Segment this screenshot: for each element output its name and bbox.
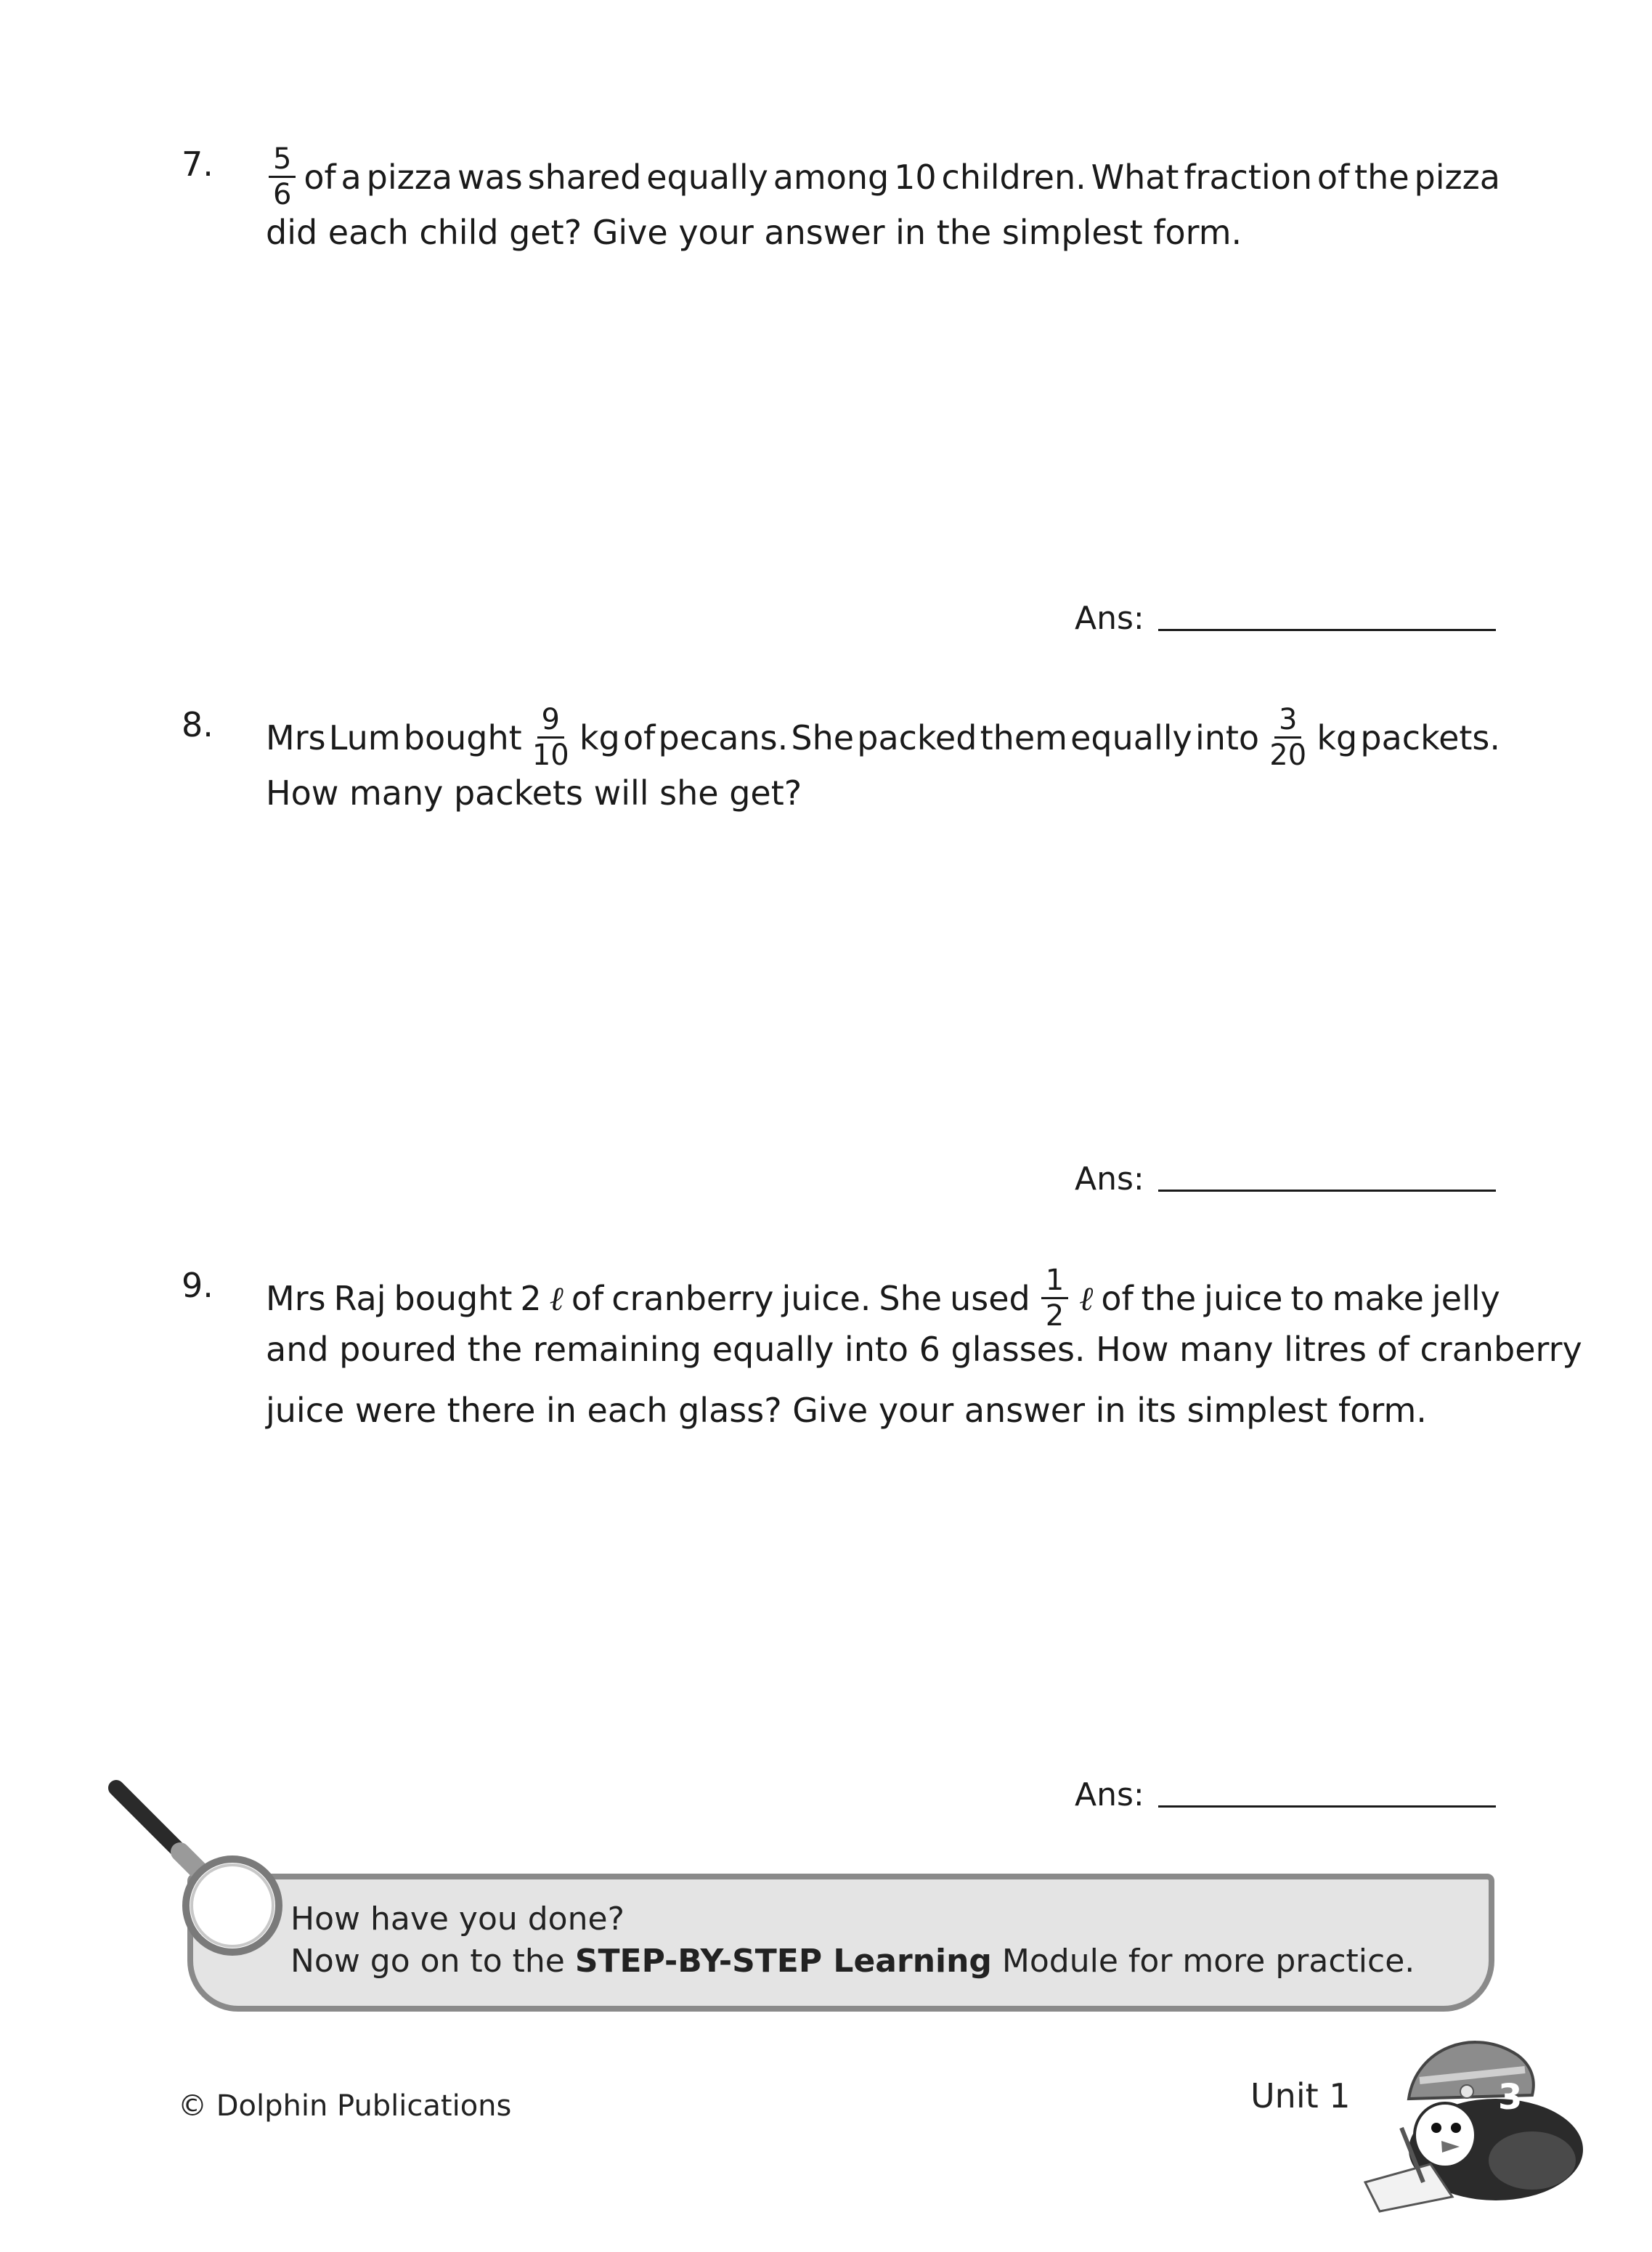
fraction: $\frac{9}{10}$ (532, 703, 569, 772)
question-text-line: $\frac{5}{6}$ of a pizza was shared equally among 10 children. What fraction of the pizza (266, 142, 1500, 211)
question-number: 8. (182, 705, 213, 744)
magnifying-glass-icon (107, 1778, 296, 1967)
question-text-line: Mrs Raj bought 2 ℓ of cranberry juice. She used $\frac{1}{2}$ ℓ of the juice to make jelly (266, 1264, 1500, 1333)
penguin-mascot-icon (1351, 2012, 1583, 2215)
banner-line-1: How have you done? (290, 1901, 624, 1938)
question-text-line: Mrs Lum bought $\frac{9}{10}$ kg of pecans. She packed them equally into $\frac{3}{20}$ kg packets. (266, 703, 1500, 772)
question-text-line: and poured the remaining equally into 6 glasses. How many litres of cranberry (266, 1330, 1582, 1369)
copyright: © Dolphin Publications (178, 2089, 512, 2123)
page-number: 3 (1498, 2077, 1523, 2118)
fraction: $\frac{5}{6}$ (269, 142, 296, 211)
answer-line[interactable] (1158, 1190, 1496, 1192)
fraction: $\frac{3}{20}$ (1269, 703, 1307, 772)
module-name: STEP-BY-STEP Learning (574, 1943, 992, 1980)
answer-label: Ans: (1075, 1776, 1144, 1813)
answer-label: Ans: (1075, 600, 1144, 637)
question-number: 7. (182, 145, 213, 184)
answer-line[interactable] (1158, 1805, 1496, 1808)
litre-symbol: ℓ (1079, 1278, 1094, 1318)
question-number: 9. (182, 1266, 213, 1305)
question-text-line: How many packets will she get? (266, 773, 802, 813)
banner-line-2: Now go on to the STEP-BY-STEP Learning Module for more practice. (290, 1943, 1415, 1980)
answer-label: Ans: (1075, 1160, 1144, 1198)
banner-text (290, 1898, 1415, 1983)
fraction: $\frac{1}{2}$ (1041, 1264, 1068, 1333)
answer-line[interactable] (1158, 629, 1496, 631)
litre-symbol: ℓ (549, 1278, 563, 1318)
unit-label: Unit 1 (1250, 2076, 1351, 2115)
question-text-line: juice were there in each glass? Give your answer in its simplest form. (266, 1391, 1427, 1430)
question-text-line: did each child get? Give your answer in the simplest form. (266, 213, 1242, 252)
